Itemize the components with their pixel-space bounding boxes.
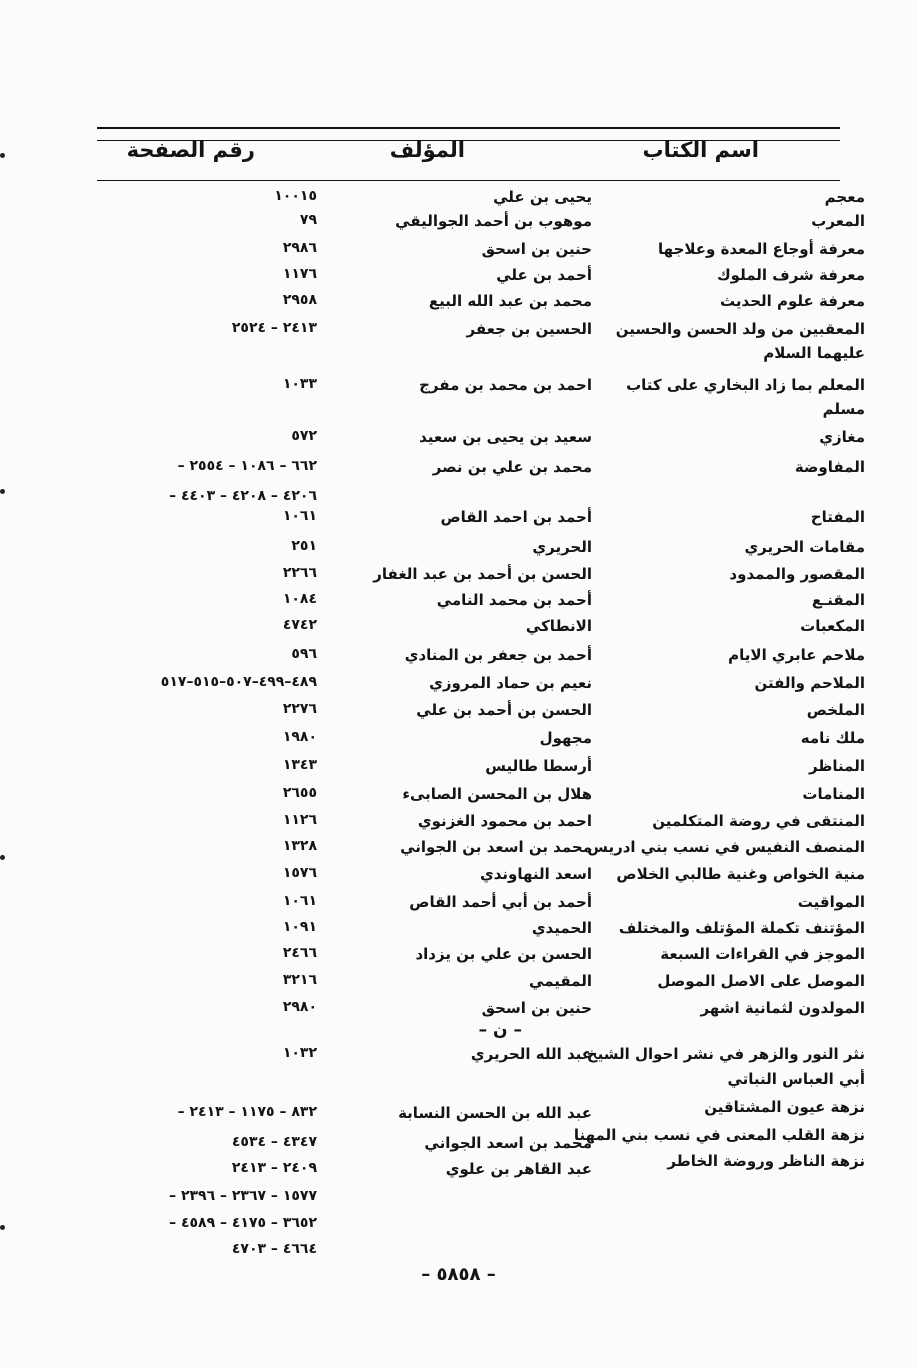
author-name: مجهول	[539, 729, 592, 747]
page-refs: ١٠٦١	[282, 508, 317, 524]
book-title: المولدون لثمانية اشهر	[700, 999, 865, 1017]
author-name: الحسن بن أحمد بن علي	[416, 701, 592, 719]
author-name: هلال بن المحسن الصابىء	[402, 785, 592, 803]
page-refs: ١٥٧٦	[282, 865, 317, 881]
margin-dot	[0, 1225, 5, 1230]
book-title: المعلم بما زاد البخاري على كتاب	[626, 376, 865, 394]
page-refs: ٢٦٥٥	[282, 785, 317, 801]
book-title: المعقبين من ولد الحسن والحسين	[615, 320, 865, 338]
book-title: المفتاح	[810, 508, 865, 526]
page-refs: ٢٢٧٦	[282, 701, 317, 717]
margin-dot	[0, 855, 5, 860]
author-name: الحميدي	[531, 919, 592, 937]
page-refs: ٤٣٤٧ – ٤٥٣٤	[231, 1134, 317, 1150]
author-name: عبد الله الحريري	[470, 1045, 592, 1063]
author-name: الانطاكي	[525, 617, 592, 635]
author-name: احمد بن محمود الغزنوي	[417, 812, 592, 830]
page-refs: ١٣٢٨	[282, 838, 317, 854]
page-refs: ١٠٠١٥	[274, 188, 317, 204]
book-title: المواقيت	[797, 893, 865, 911]
book-title: نزهة القلب المعنى في نسب بني المهنا	[573, 1126, 865, 1144]
page-refs: ٣٢١٦	[282, 972, 317, 988]
book-title: المناظر	[808, 757, 865, 775]
page-refs: ٤٨٩–٤٩٩–٥٠٧–٥١٥–٥١٧	[160, 674, 317, 690]
page-refs: ١١٢٦	[282, 812, 317, 828]
book-title: المؤتنف تكملة المؤتلف والمختلف	[618, 919, 865, 937]
page-refs: ١٥٧٧ – ٢٣٦٧ – ٢٣٩٦ –	[169, 1188, 317, 1204]
book-title: ملك نامه	[800, 729, 865, 747]
book-title: الملخص	[806, 701, 865, 719]
book-title: معرفة علوم الحديث	[720, 292, 865, 310]
book-title: الموصل على الاصل الموصل	[657, 972, 865, 990]
page-refs: ١٣٤٣	[282, 757, 317, 773]
column-header-title: اسم الكتاب	[642, 138, 759, 162]
author-name: عبد القاهر بن علوي	[445, 1160, 592, 1178]
page-refs: ٤٦٦٤ – ٤٧٠٣	[231, 1241, 317, 1257]
book-title: ملاحم عابري الايام	[728, 646, 865, 664]
author-name: حنين بن اسحق	[481, 240, 592, 258]
author-name: أحمد بن أبي أحمد القاص	[409, 893, 592, 911]
page-refs: ٥٧٢	[291, 428, 317, 444]
book-title: المنصف النفيس في نسب بني ادريس	[587, 838, 865, 856]
author-name: عبد الله بن الحسن النسابة	[398, 1104, 592, 1122]
author-name: احمد بن محمد بن مفرج	[419, 376, 592, 394]
page-refs: ١١٧٦	[282, 266, 317, 282]
page-refs: ٢٩٨٠	[282, 999, 317, 1015]
author-name: المقيمي	[529, 972, 592, 990]
book-title: معرفة أوجاع المعدة وعلاجها	[658, 240, 865, 258]
book-title: الموجز في القراءات السبعة	[660, 945, 865, 963]
page-refs: ١٠٩١	[282, 919, 317, 935]
book-title: المنامات	[802, 785, 865, 803]
author-name: اسعد النهاوندي	[479, 865, 592, 883]
author-name: الحريري	[532, 538, 592, 556]
page-refs: ١٠٣٢	[282, 1045, 317, 1061]
author-name: أحمد بن محمد النامي	[436, 591, 592, 609]
page-refs: ٢٩٥٨	[282, 292, 317, 308]
page-refs: ٢٥١	[291, 538, 317, 554]
book-title: نزهة الناظر وروضة الخاطر	[667, 1152, 865, 1170]
page-refs: ٢٩٨٦	[282, 240, 317, 256]
book-title: أبي العباس النباتي	[727, 1070, 865, 1088]
book-title: معجم	[824, 188, 865, 206]
page-refs: ١٠٣٣	[282, 376, 317, 392]
book-title: المقنـع	[811, 591, 865, 609]
author-name: سعيد بن يحيى بن سعيد	[419, 428, 592, 446]
author-name: حنين بن اسحق	[481, 999, 592, 1017]
author-name: يحيى بن علي	[493, 188, 592, 206]
book-title: المعرب	[811, 212, 865, 230]
page-refs: ١٠٨٤	[282, 591, 317, 607]
book-title: الملاحم والفتن	[754, 674, 865, 692]
author-name: الحسين بن جعفر	[466, 320, 592, 338]
section-marker: – ن –	[478, 1020, 522, 1040]
page-refs: ٨٣٢ – ١١٧٥ – ٢٤١٣ –	[177, 1104, 317, 1120]
book-title: مقامات الحريري	[744, 538, 865, 556]
page-refs: ٣٦٥٢ – ٤١٧٥ – ٤٥٨٩ –	[169, 1215, 317, 1231]
book-title: عليهما السلام	[763, 344, 865, 362]
page-refs: ١٠٦١	[282, 893, 317, 909]
author-name: أحمد بن احمد القاص	[440, 508, 592, 526]
book-title: نزهة عيون المشتاقين	[704, 1098, 865, 1116]
book-title: المفاوضة	[794, 458, 865, 476]
page-refs: ٢٢٦٦	[282, 565, 317, 581]
author-name: الحسن بن أحمد بن عبد الغفار	[373, 565, 592, 583]
author-name: الحسن بن علي بن يزداد	[415, 945, 592, 963]
page-refs: ٤٧٤٢	[282, 617, 317, 633]
page-refs: ٦٦٢ – ١٠٨٦ – ٢٥٥٤ –	[177, 458, 317, 474]
author-name: محمد بن علي بن نصر	[432, 458, 592, 476]
margin-dot	[0, 489, 5, 494]
book-title: المنتقى في روضة المتكلمين	[652, 812, 865, 830]
author-name: نعيم بن حماد المروزي	[429, 674, 592, 692]
author-name: محمد بن اسعد بن الجواني	[400, 838, 592, 856]
book-title: المقصور والممدود	[729, 565, 865, 583]
page-refs: ٥٩٦	[291, 646, 317, 662]
author-name: أحمد بن علي	[496, 266, 592, 284]
page-refs: ٢٤٦٦	[282, 945, 317, 961]
page-refs: ٢٤٠٩ – ٢٤١٣	[231, 1160, 317, 1176]
book-title: مسلم	[822, 400, 865, 418]
author-name: أرسطا طاليس	[485, 757, 592, 775]
book-title: مغازي	[819, 428, 865, 446]
page-refs: ٧٩	[299, 212, 317, 228]
author-name: موهوب بن أحمد الجواليقي	[395, 212, 592, 230]
column-header-page: رقم الصفحة	[126, 138, 255, 162]
book-title: معرفة شرف الملوك	[716, 266, 865, 284]
book-title: منية الخواص وغنية طالبي الخلاص	[616, 865, 865, 883]
book-title: نثر النور والزهر في نشر احوال الشيخ	[586, 1045, 865, 1063]
book-title: المكعبات	[800, 617, 865, 635]
author-name: محمد بن عبد الله البيع	[428, 292, 592, 310]
margin-dot	[0, 153, 5, 158]
page-refs: ٢٤١٣ – ٢٥٢٤	[231, 320, 317, 336]
page-refs: ٤٢٠٦ – ٤٢٠٨ – ٤٤٠٣ –	[169, 488, 317, 504]
page-number: – ٥٨٥٨ –	[421, 1264, 496, 1285]
column-header-author: المؤلف	[389, 138, 465, 162]
author-name: محمد بن اسعد الجواني	[424, 1134, 592, 1152]
author-name: أحمد بن جعفر بن المنادي	[404, 646, 592, 664]
page-refs: ١٩٨٠	[282, 729, 317, 745]
